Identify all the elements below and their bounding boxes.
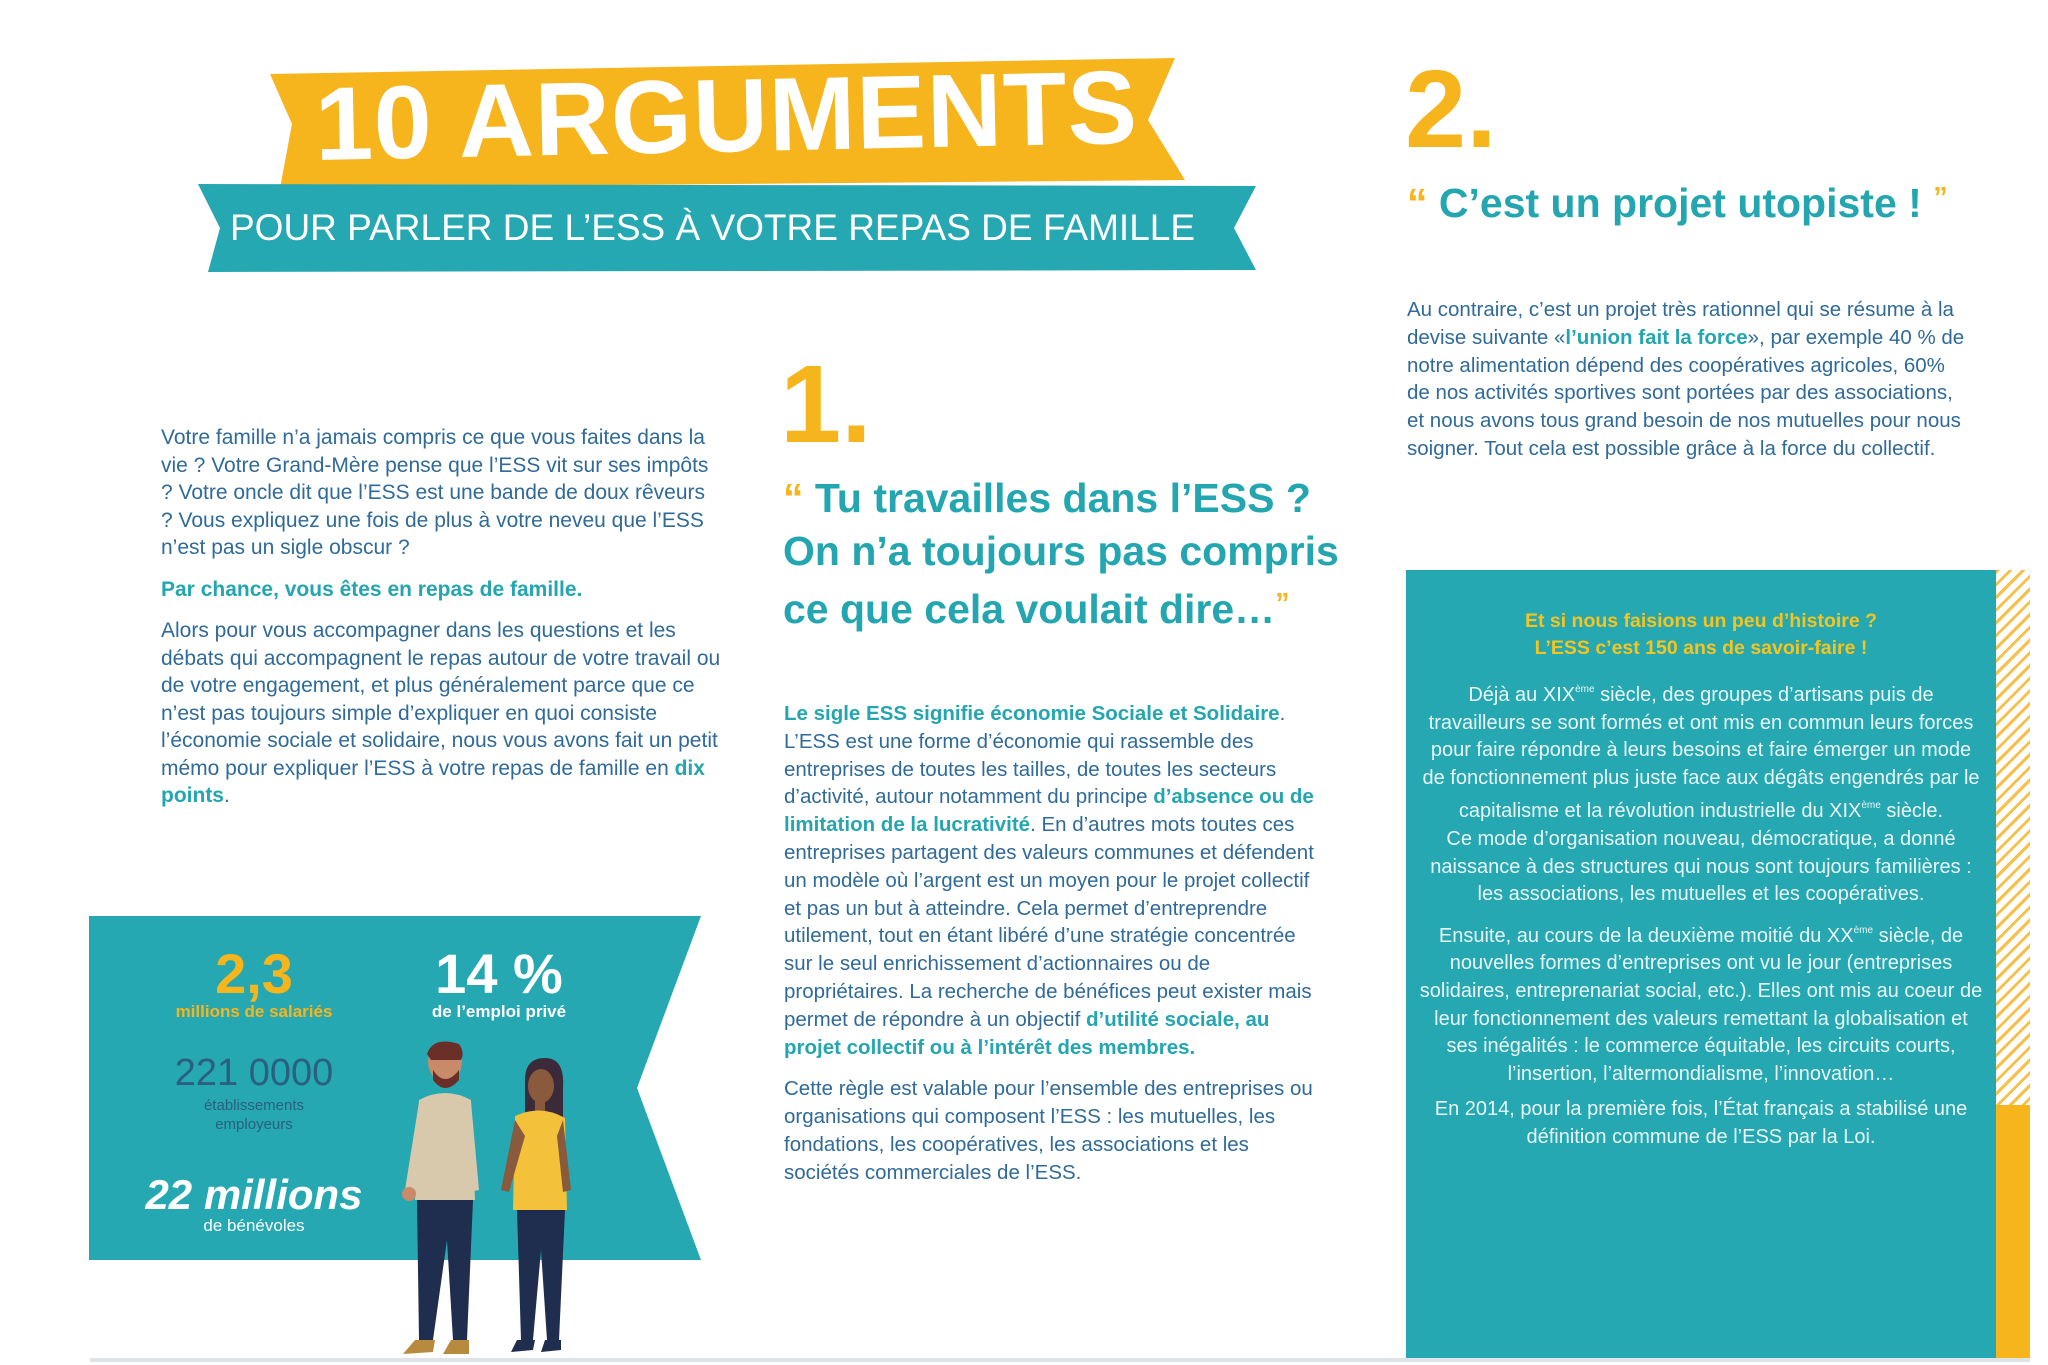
stat-etablissements xyxy=(139,1054,369,1134)
history-title-line: Et si nous faisions un peu d’histoire ? xyxy=(1524,610,1878,632)
stat-label: de bénévoles xyxy=(203,1216,305,1235)
body-text: Ensuite, au cours de la deuxième moitié du XX xyxy=(1438,924,1854,947)
argument-1-body xyxy=(784,700,1329,1201)
highlight-lucrativite: d’absence ou de limitation de la lucrativité xyxy=(784,785,1314,837)
argument-1-paragraph xyxy=(784,700,1329,1061)
superscript: ème xyxy=(1861,800,1881,812)
history-title-line: L’ESS c’est 150 ans de savoir-faire ! xyxy=(1534,637,1868,659)
argument-2-body xyxy=(1407,296,1972,463)
stat-value: 14 % xyxy=(435,942,563,1005)
intro-paragraph: Votre famille n’a jamais compris ce que vous faites dans la vie ? Votre Grand-Mère pense que l’ESS vit sur ses impôts ? Votre oncle dit que l’ESS est une bande de doux rêveurs ? Vous expliquez une fois de plus à votre neveu que l’ESS n’est pas un sigle obscur ? xyxy=(161,426,709,559)
argument-2-heading-text: C’est un projet utopiste ! xyxy=(1438,180,1922,227)
stat-benevoles xyxy=(129,1171,379,1236)
open-quote-icon: “ xyxy=(1407,180,1428,227)
stat-value: 2,3 xyxy=(215,942,293,1005)
stat-salaries xyxy=(139,942,369,1022)
superscript: ème xyxy=(1575,684,1595,695)
highlight-ess-definition: Le sigle ESS signifie économie Sociale et Solidaire xyxy=(784,702,1280,725)
body-text: », par exemple 40 % de notre alimentation dépend des coopératives agricoles, 60% de nos activités sportives sont portées par des associations, et nous avons tous grand besoin de nos mutuelles pour nous soigner. Tout cela est possible grâce à la force du collectif. xyxy=(1407,325,1965,460)
bottom-divider xyxy=(90,1358,2030,1362)
stat-value: 22 millions xyxy=(145,1171,363,1218)
history-box xyxy=(1406,570,1996,1360)
body-text: siècle, de nouvelles formes d’entreprises ont vu le jour (entreprises solidaires, entreprenariat social, etc.). Elles ont mis au coeur de leur fonctionnement des valeurs remettant la globalisation et ses inégalités : le commerce équitable, les circuits courts, l’insertion, l’altermondialisme, l’innovation… xyxy=(1419,924,1983,1085)
stat-value: 221 0000 xyxy=(174,1052,334,1094)
decorative-stripes xyxy=(1996,570,2030,1105)
open-quote-icon: “ xyxy=(783,475,804,521)
body-text: Ce mode d’organisation nouveau, démocratique, a donné naissance à des structures qui nous sont toujours familières : les associations, les mutuelles et les coopératives. xyxy=(1430,827,1972,906)
close-quote-icon: ” xyxy=(1933,182,1948,214)
body-text: . L’ESS est une forme d’économie qui rassemble des entreprises de toutes les tailles, de toutes les secteurs d’activité, autour notamment du principe xyxy=(784,702,1286,809)
intro-text-span: Alors pour vous accompagner dans les questions et les débats qui accompagnent le repas autour de votre travail ou de votre engagement, et plus généralement parce que ce n’est pas toujours simple d’expliquer en quoi consiste l’économie sociale et solidaire, nous vous avons fait un petit mémo pour expliquer l’ESS à votre repas de famille en xyxy=(161,619,721,780)
decorative-orange-bar xyxy=(1996,1105,2030,1360)
stat-label: de l’emploi privé xyxy=(431,1002,567,1021)
intro-paragraph xyxy=(161,617,721,810)
body-text: Au contraire, c’est un projet très rationnel qui se résume à la devise suivante « xyxy=(1407,298,1954,349)
history-title xyxy=(1426,608,1976,662)
history-paragraph xyxy=(1418,676,1984,909)
page-subtitle: POUR PARLER DE L’ESS À VOTRE REPAS DE FAMILLE xyxy=(230,207,1196,248)
argument-1-heading xyxy=(783,472,1343,636)
dix-points-highlight: dix points xyxy=(161,756,705,807)
body-text: siècle, des groupes d’artisans puis de travailleurs se sont formés et ont mis en commun leurs forces pour faire répondre à leurs besoins et faire émerger un mode de fonctionnement plus juste face aux dégâts engendrés par le capitalisme et la révolution industrielle du XIX xyxy=(1422,684,1980,823)
superscript: ème xyxy=(1853,924,1874,936)
body-text: siècle. xyxy=(1880,800,1944,823)
intro-text-span: . xyxy=(224,784,230,807)
argument-1-paragraph: Cette règle est valable pour l’ensemble des entreprises ou organisations qui composent l’ESS : les mutuelles, les fondations, les coopératives, les associations et les sociétés commerciales de l’ESS. xyxy=(784,1077,1313,1184)
history-paragraph: En 2014, pour la première fois, l’État français a stabilisé une définition commune de l’ESS par la Loi. xyxy=(1434,1098,1968,1148)
stat-label: millions de salariés xyxy=(175,1002,333,1021)
stat-emploi-prive xyxy=(389,942,609,1022)
close-quote-icon: ” xyxy=(1275,588,1290,620)
argument-1-heading-text: Tu travailles dans l’ESS ? On n’a toujours pas compris ce que cela voulait dire… xyxy=(783,475,1339,633)
stat-label: établissements employeurs xyxy=(203,1097,305,1133)
argument-number-1: 1. xyxy=(780,343,872,466)
body-text: . En d’autres mots toutes ces entreprises partagent des valeurs communes et défendent un modèle où l’argent est un moyen pour le projet collectif et pas un but à atteindre. Cela permet d’entreprendre utilement, tout en étant libéré d’une stratégie concentrée sur le seul enrichissement d’actionnaires ou de propriétaires. La recherche de bénéfices peut exister mais permet de répondre à un objectif xyxy=(784,813,1314,1031)
highlight-utilite-sociale: d’utilité sociale, au projet collectif ou à l’intérêt des membres. xyxy=(784,1007,1270,1059)
history-paragraph xyxy=(1418,917,1984,1089)
page-title: 10 ARGUMENTS xyxy=(313,49,1139,183)
argument-2-heading xyxy=(1407,172,1967,230)
people-walking-illustration xyxy=(375,1040,615,1360)
history-body xyxy=(1418,676,1984,1160)
body-text: Déjà au XIX xyxy=(1468,684,1576,706)
argument-number-2: 2. xyxy=(1405,48,1497,171)
intro-highlight: Par chance, vous êtes en repas de famille. xyxy=(161,577,583,601)
highlight-union-fait-la-force: l’union fait la force xyxy=(1565,325,1748,349)
intro-text xyxy=(161,424,721,824)
